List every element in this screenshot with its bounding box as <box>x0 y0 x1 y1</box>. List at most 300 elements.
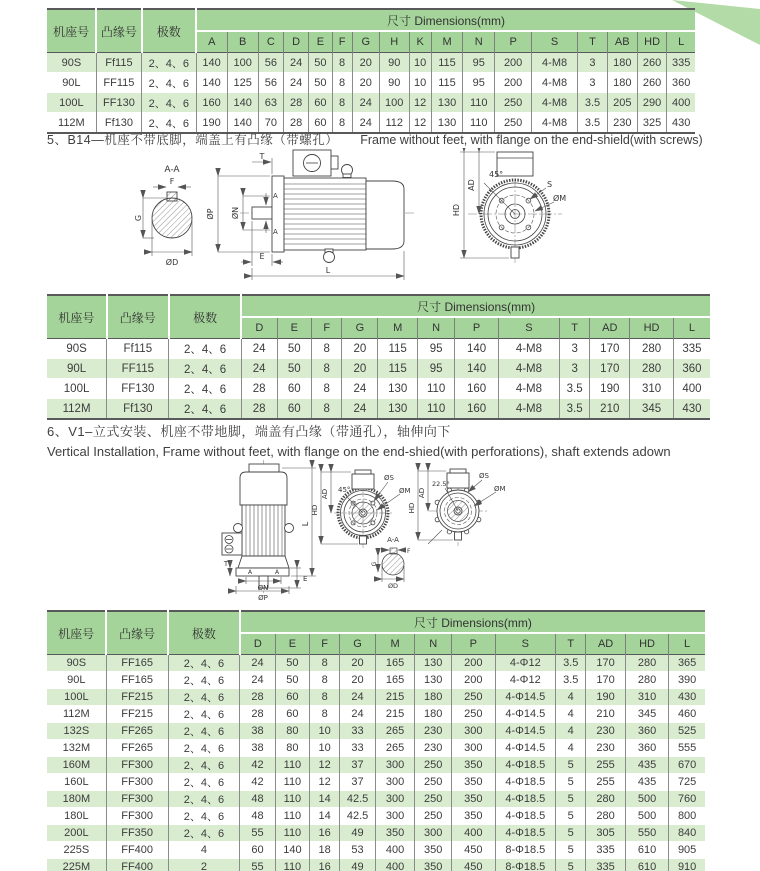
dimension-cell: 265 <box>375 723 414 740</box>
dimension-cell: 8 <box>312 359 342 379</box>
dimension-cell: 300 <box>375 757 414 774</box>
dimension-cell: 210 <box>590 399 630 420</box>
frame-size-cell: 180M <box>47 791 106 808</box>
dimension-cell: 28 <box>240 706 276 723</box>
dimension-cell: 37 <box>340 757 376 774</box>
dimension-cell: 60 <box>275 706 309 723</box>
dim-label-g2: G <box>371 561 378 567</box>
dimension-cell: 300 <box>375 791 414 808</box>
dimension-cell: 435 <box>625 757 668 774</box>
dimension-cell: 670 <box>669 757 705 774</box>
dimension-cell: 55 <box>240 825 276 842</box>
dimension-cell: 8 <box>332 73 352 93</box>
dimension-cell: 24 <box>283 53 308 73</box>
section-5-title-en: Frame without feet, with flange on the end-shield(with screws) <box>360 133 703 147</box>
dimension-cell: 12 <box>409 113 431 134</box>
dim-label-angle2: 22.5° <box>432 480 450 488</box>
flange-number-header: 凸缘号 <box>96 9 141 53</box>
dimension-cell: 28 <box>241 379 277 399</box>
dimension-cell: 360 <box>625 740 668 757</box>
dim-column-header: S <box>532 31 578 53</box>
frame-size-cell: 200L <box>47 825 106 842</box>
dim-column-header: S <box>495 633 556 655</box>
dimension-cell: 3 <box>559 339 589 359</box>
dim-label-on2: ØN <box>257 584 269 592</box>
dimension-cell: 215 <box>375 689 414 706</box>
dim-column-header: HD <box>637 31 667 53</box>
dimension-cell: 255 <box>586 774 625 791</box>
dimension-cell: 16 <box>310 859 340 871</box>
dimension-cell: 170 <box>586 655 625 672</box>
table-row <box>47 859 705 871</box>
dimension-cell: 180 <box>415 689 452 706</box>
dim-column-header: H <box>379 31 409 53</box>
dimension-cell: 90 <box>379 53 409 73</box>
dimension-cell: 230 <box>586 723 625 740</box>
dimension-cell: 430 <box>672 116 691 129</box>
dimension-cell: 250 <box>415 808 452 825</box>
dimension-cell: 60 <box>309 113 332 134</box>
section-5-title-zh: 5、B14—机座不带底脚，端盖上有凸缘（带螺孔） <box>47 133 339 147</box>
frame-size-cell: 90S <box>47 655 106 672</box>
b5-dimensions-table-section <box>47 8 695 134</box>
dimension-cell: 12 <box>409 93 431 113</box>
b14-dimensions-table <box>47 294 710 420</box>
dimension-cell: 8 <box>332 113 352 134</box>
dimension-cell: 18 <box>310 842 340 859</box>
dimension-cell: 335 <box>667 53 695 73</box>
frame-size-cell: 132S <box>47 723 106 740</box>
dimension-cell: 4-Φ18.5 <box>495 774 556 791</box>
dim-column-header: D <box>283 31 308 53</box>
dimension-cell: 60 <box>277 379 311 399</box>
dimension-cell: 280 <box>586 808 625 825</box>
poles-cell: 2、4、6 <box>168 774 240 791</box>
dimension-cell: 250 <box>495 113 532 134</box>
poles-cell: 2、4、6 <box>168 808 240 825</box>
dim-label-om: ØM <box>553 194 567 203</box>
frame-size-cell: 90L <box>47 73 96 93</box>
dim-column-header: S <box>498 317 559 339</box>
dim-column-header: D <box>240 633 276 655</box>
poles-cell: 2、4、6 <box>169 399 241 420</box>
dimension-cell: 500 <box>625 808 668 825</box>
dimension-cell: 56 <box>258 53 283 73</box>
dimension-cell: 53 <box>340 842 376 859</box>
dimension-cell: 33 <box>340 723 376 740</box>
frame-size-cell: 225S <box>47 842 106 859</box>
dimension-cell: 60 <box>240 842 276 859</box>
dim-column-header: P <box>452 633 495 655</box>
dimension-cell: 49 <box>340 859 376 871</box>
dimension-cell: 130 <box>431 93 463 113</box>
frame-size-cell: 160L <box>47 774 106 791</box>
dimension-cell: 140 <box>196 73 227 93</box>
dimension-cell: 140 <box>455 359 499 379</box>
dimension-cell: 48 <box>240 808 276 825</box>
dimension-cell: 80 <box>275 723 309 740</box>
dimension-cell: 230 <box>586 740 625 757</box>
dimension-cell: 110 <box>275 791 309 808</box>
section-6-title-zh: 6、V1–立式安装、机座不带地脚，端盖有凸缘（带通孔），轴伸向下 <box>47 424 451 439</box>
terminal-box-end1 <box>352 474 374 489</box>
dim-label-e2: E <box>303 575 308 583</box>
dim-label-t: T <box>259 152 265 161</box>
dimension-cell: 170 <box>590 339 630 359</box>
lifting-eyebolt-left <box>234 524 243 533</box>
dimension-cell: 4-Φ12 <box>495 672 556 689</box>
section-marker-a-right: A <box>274 569 280 576</box>
dimension-cell: 255 <box>586 757 625 774</box>
dimension-cell: 24 <box>340 689 376 706</box>
dimension-cell: 4 <box>556 689 586 706</box>
table-row <box>47 399 710 420</box>
dimension-cell: 305 <box>586 825 625 842</box>
dimension-cell: 130 <box>415 672 452 689</box>
dimension-cell: 130 <box>415 655 452 672</box>
dimension-cell: 260 <box>637 53 667 73</box>
dim-label-hd2: HD <box>408 502 416 514</box>
flange-number-cell: FF115 <box>96 73 141 93</box>
table-row <box>47 706 705 723</box>
shaft-stub <box>511 247 519 258</box>
dim-label-od: ØD <box>165 258 179 267</box>
section-marker-a-top: A <box>273 192 278 200</box>
poles-cell: 2、4、6 <box>142 93 196 113</box>
dimension-cell: 300 <box>375 774 414 791</box>
dim-column-header: B <box>227 31 258 53</box>
poles-header: 极数 <box>168 611 240 655</box>
fan-cap <box>249 464 279 472</box>
dimension-cell: 20 <box>352 73 379 93</box>
shaft-stub1 <box>360 536 367 544</box>
dimension-cell: 360 <box>673 359 710 379</box>
dimension-cell: 5 <box>556 859 586 871</box>
dim-label-op: ØP <box>206 208 215 220</box>
dim-column-header: HD <box>630 317 674 339</box>
bolt-hole <box>371 501 375 505</box>
dimension-cell: 3.5 <box>556 672 586 689</box>
dim-label-on: ØN <box>231 206 240 220</box>
dimension-cell: 37 <box>340 774 376 791</box>
dimension-cell: 250 <box>415 791 452 808</box>
dimension-cell: 4-M8 <box>532 113 578 134</box>
dim-column-header: C <box>258 31 283 53</box>
dim-label-om2: ØM <box>494 485 506 493</box>
dimension-cell: 70 <box>258 113 283 134</box>
dimension-cell: 230 <box>415 740 452 757</box>
flange-number-cell: FF265 <box>106 723 168 740</box>
terminal-box-end2 <box>447 473 469 488</box>
dimension-cell: 3.5 <box>578 93 608 113</box>
dim-label-f: F <box>169 177 175 186</box>
dim-column-header: F <box>332 31 352 53</box>
dimension-cell: 350 <box>452 757 495 774</box>
dimension-cell: 4 <box>556 723 586 740</box>
dimension-cell: 180 <box>607 73 637 93</box>
dim-label-l: L <box>325 266 331 275</box>
fan-cover <box>366 181 404 249</box>
dimension-cell: 8-Φ18.5 <box>495 842 556 859</box>
dimension-cell: 300 <box>375 808 414 825</box>
table-row <box>47 842 705 859</box>
dimension-cell: 4-M8 <box>532 73 578 93</box>
poles-cell: 2、4、6 <box>142 53 196 73</box>
dim-column-header: F <box>312 317 342 339</box>
table-row <box>47 723 705 740</box>
dimension-cell: 4-M8 <box>498 359 559 379</box>
dimension-cell: 95 <box>463 73 495 93</box>
v1-technical-drawing <box>0 460 760 610</box>
dimension-cell: 310 <box>625 689 668 706</box>
flange-plate <box>236 568 289 576</box>
dimension-cell: 260 <box>637 73 667 93</box>
dimension-cell: 500 <box>625 791 668 808</box>
dimension-cell: 8 <box>310 672 340 689</box>
dimension-cell: 335 <box>586 859 625 871</box>
dimension-cell: 110 <box>275 757 309 774</box>
dimension-cell: 38 <box>240 740 276 757</box>
dimension-cell: 350 <box>452 774 495 791</box>
dimension-cell: 8 <box>312 339 342 359</box>
dimension-cell: 4-Φ18.5 <box>495 825 556 842</box>
dimension-cell: 42.5 <box>340 791 376 808</box>
dimension-cell: 24 <box>342 379 378 399</box>
dimension-cell: 335 <box>586 842 625 859</box>
dimension-cell: 360 <box>672 76 691 89</box>
dim-column-header: L <box>673 317 710 339</box>
dimension-cell: 4-Φ14.5 <box>495 706 556 723</box>
dimension-cell: 50 <box>309 73 332 93</box>
flange-number-cell: FF165 <box>106 672 168 689</box>
dimension-cell: 95 <box>418 359 455 379</box>
flange-number-cell: Ff130 <box>107 399 169 420</box>
dim-label-angle: 45° <box>489 170 504 179</box>
dimension-cell: 12 <box>310 757 340 774</box>
end-shield-bell <box>238 556 289 568</box>
dim-label-t2: T <box>223 560 229 568</box>
dimension-cell: 3 <box>578 53 608 73</box>
dimension-cell: 210 <box>586 706 625 723</box>
dimension-cell: 160 <box>455 399 499 420</box>
dim-column-header: G <box>352 31 379 53</box>
table-row <box>47 53 695 73</box>
dimension-cell: 60 <box>275 689 309 706</box>
dimension-cell: 110 <box>275 774 309 791</box>
dimension-cell: 130 <box>431 113 463 134</box>
flange-number-cell: FF165 <box>106 655 168 672</box>
dimension-cell: 20 <box>342 339 378 359</box>
dim-column-header: N <box>463 31 495 53</box>
frame-size-cell: 90S <box>47 53 96 73</box>
dimension-cell: 5 <box>556 774 586 791</box>
poles-cell: 2、4、6 <box>168 655 240 672</box>
vertical-motor-view <box>222 460 316 602</box>
dimension-cell: 24 <box>340 706 376 723</box>
frame-size-cell: 112M <box>47 399 107 420</box>
frame-size-header: 机座号 <box>47 295 107 339</box>
frame-size-cell: 100L <box>47 689 106 706</box>
dim-label-od2: ØD <box>387 582 399 590</box>
flange-number-cell: FF400 <box>106 859 168 871</box>
table-row <box>47 825 705 842</box>
dimension-cell: 180 <box>415 706 452 723</box>
dimension-cell: 50 <box>309 53 332 73</box>
dimension-cell: 140 <box>227 93 258 113</box>
dimension-cell: 42 <box>240 774 276 791</box>
dimension-cell: 280 <box>630 339 674 359</box>
dim-label-ad2: AD <box>418 487 426 499</box>
dimension-cell: 8 <box>310 655 340 672</box>
poles-cell: 4 <box>168 842 240 859</box>
dimension-cell: 110 <box>463 113 495 134</box>
dimension-cell: 4-M8 <box>498 399 559 420</box>
frame-size-cell: 100L <box>47 379 107 399</box>
dimension-cell: 190 <box>586 689 625 706</box>
dimension-cell: 10 <box>409 73 431 93</box>
dimension-cell: 110 <box>418 379 455 399</box>
dimension-cell: 20 <box>340 672 376 689</box>
table-row <box>47 672 705 689</box>
dimension-cell: 230 <box>607 113 637 134</box>
v1-shaft-section-view <box>371 536 411 590</box>
poles-cell: 2、4、6 <box>142 73 196 93</box>
dimension-cell: 63 <box>258 93 283 113</box>
dimension-cell: 725 <box>677 776 697 788</box>
flange <box>272 176 284 252</box>
flange-number-cell: FF265 <box>106 740 168 757</box>
dim-column-header: M <box>431 31 463 53</box>
dimension-cell: 250 <box>415 774 452 791</box>
poles-cell: 2、4、6 <box>142 113 196 134</box>
dimension-cell: 4-M8 <box>498 339 559 359</box>
dim-label-os2: ØS <box>479 472 489 480</box>
table-row <box>47 93 695 113</box>
dimension-cell: 910 <box>669 859 705 871</box>
dimension-cell: 125 <box>227 73 258 93</box>
dimension-cell: 400 <box>682 382 702 395</box>
dimension-cell: 400 <box>667 93 695 113</box>
dimension-cell: 555 <box>677 742 697 754</box>
dimension-cell: 50 <box>275 655 309 672</box>
poles-cell: 2、4、6 <box>168 825 240 842</box>
lifting-eyebolt-bottom <box>324 249 335 263</box>
dim-column-header: F <box>310 633 340 655</box>
terminal-box-side <box>222 533 242 555</box>
flange-number-cell: Ff115 <box>96 53 141 73</box>
dimension-cell: 4 <box>556 706 586 723</box>
frame-size-cell: 160M <box>47 757 106 774</box>
dim-column-header: G <box>340 633 376 655</box>
dimension-cell: 310 <box>630 379 674 399</box>
dim-label-f2: F <box>407 548 411 555</box>
dimension-cell: 4-Φ14.5 <box>495 689 556 706</box>
dimension-cell: 200 <box>452 655 495 672</box>
dimension-cell: 130 <box>378 399 418 420</box>
dimension-cell: 38 <box>240 723 276 740</box>
dimension-cell: 130 <box>378 379 418 399</box>
shaft-section-view <box>134 165 192 267</box>
dimension-cell: 14 <box>310 808 340 825</box>
fan-cover <box>240 472 287 505</box>
dim-column-header: D <box>241 317 277 339</box>
dim-column-header: N <box>415 633 452 655</box>
dimension-cell: 33 <box>340 740 376 757</box>
dimension-cell: 450 <box>452 859 495 871</box>
dimension-cell: 430 <box>673 399 710 420</box>
v1-end-view-22-5 <box>408 469 506 546</box>
dimension-cell: 4-M8 <box>498 379 559 399</box>
table-row <box>47 740 705 757</box>
flange-number-cell: FF215 <box>106 706 168 723</box>
dimension-cell: 95 <box>463 53 495 73</box>
b5-dimensions-table <box>47 8 695 134</box>
dimension-cell: 200 <box>452 672 495 689</box>
dimension-cell: 110 <box>275 808 309 825</box>
dimension-cell: 28 <box>240 689 276 706</box>
dim-column-header: AD <box>590 317 630 339</box>
flange-number-cell: FF300 <box>106 791 168 808</box>
table-row <box>47 655 705 672</box>
dimension-cell: 350 <box>415 859 452 871</box>
dimension-cell: 110 <box>418 399 455 420</box>
dimension-cell: 3.5 <box>559 379 589 399</box>
dimension-cell: 20 <box>342 359 378 379</box>
dimension-cell: 250 <box>452 689 495 706</box>
flange-number-cell: FF130 <box>107 379 169 399</box>
table-row <box>47 791 705 808</box>
dimension-cell: 10 <box>310 740 340 757</box>
dimension-cell: 28 <box>283 113 308 134</box>
dimension-cell: 24 <box>352 113 379 134</box>
conduit <box>331 156 338 169</box>
dimension-cell: 200 <box>495 73 532 93</box>
dimension-cell: 160 <box>196 93 227 113</box>
dimension-cell: 5 <box>556 808 586 825</box>
dimension-cell: 180 <box>607 53 637 73</box>
table-row <box>47 757 705 774</box>
dimension-cell: 90 <box>379 73 409 93</box>
dimension-cell: 140 <box>196 53 227 73</box>
b14-dimensions-table-section <box>47 294 710 420</box>
poles-cell: 2、4、6 <box>168 689 240 706</box>
dimension-cell: 3.5 <box>559 399 589 420</box>
dimension-cell: 230 <box>415 723 452 740</box>
dimension-cell: 5 <box>556 757 586 774</box>
dimension-cell: 5 <box>556 842 586 859</box>
dimensions-header: 尺寸 Dimensions(mm) <box>240 611 705 633</box>
dimension-cell: 5 <box>556 825 586 842</box>
poles-cell: 2、4、6 <box>168 672 240 689</box>
dimension-cell: 140 <box>275 842 309 859</box>
dimension-cell: 160 <box>455 379 499 399</box>
dimension-cell: 3.5 <box>578 113 608 134</box>
dimension-cell: 3 <box>559 359 589 379</box>
dimension-cell: 350 <box>415 842 452 859</box>
dimension-cell: 250 <box>452 706 495 723</box>
shaft <box>252 207 272 219</box>
dim-column-header: E <box>277 317 311 339</box>
dimensions-header: 尺寸 Dimensions(mm) <box>196 9 695 31</box>
dimension-cell: 100 <box>227 53 258 73</box>
poles-cell: 2、4、6 <box>169 379 241 399</box>
v1-dimensions-table-section <box>47 610 705 871</box>
dimension-cell: 115 <box>378 359 418 379</box>
section-label2: A-A <box>387 536 399 544</box>
dimension-cell: 350 <box>452 791 495 808</box>
dimension-cell: 280 <box>630 359 674 379</box>
dimension-cell: 190 <box>196 113 227 134</box>
